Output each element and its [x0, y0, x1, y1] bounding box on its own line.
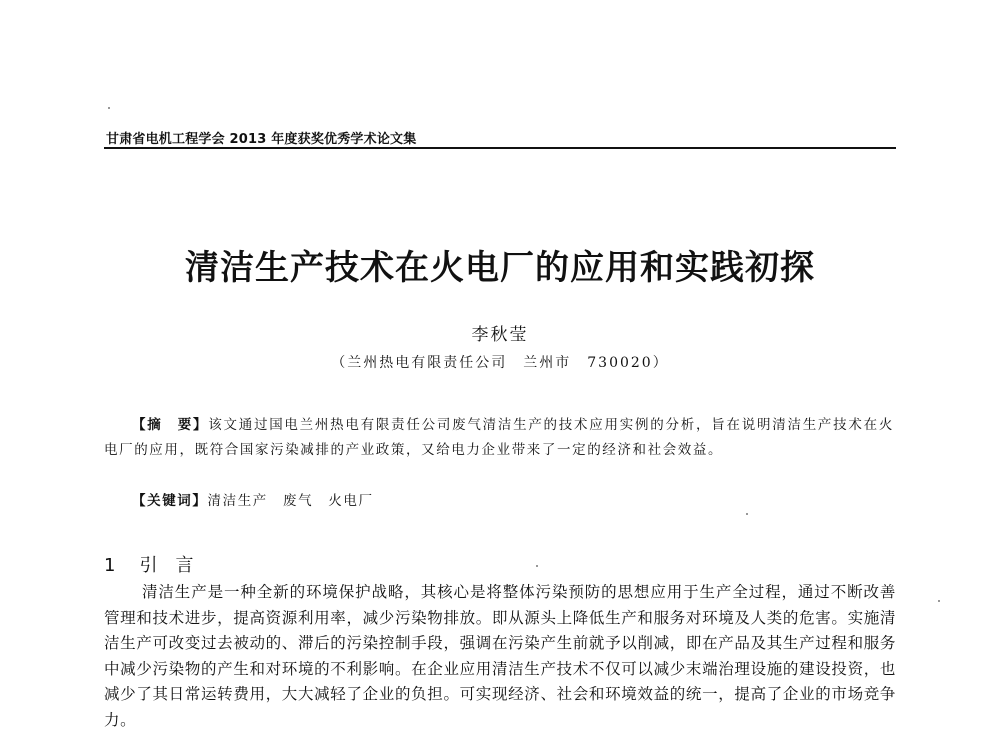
scan-speck — [938, 600, 940, 602]
section-title: 引言 — [139, 555, 212, 576]
scan-speck — [746, 513, 748, 515]
author-affiliation: （兰州热电有限责任公司 兰州市 730020） — [331, 355, 669, 371]
section-body: 清洁生产是一种全新的环境保护战略，其核心是将整体污染预防的思想应用于生产全过程，通过不断改善管理和技术进步，提高资源利用率，减少污染物排放。即从源头上降低生产和服务对环境及人类的危害。实施清洁生产可改变过去被动的、滞后的污染控制手段，强调在污染产生前就予以削减，即在产品及其生产过程和服务中减少污染物的产生和对环境的不利影响。在企业应用清洁生产技术不仅可以减少末端治理设施的建设投资，也减少了其日常运转费用，大大减轻了企业的负担。可实现经济、社会和环境效益的统一，提高了企业的市场竞争力。 — [104, 583, 896, 729]
abstract — [104, 413, 894, 463]
author-name: 李秋莹 — [471, 325, 529, 345]
keywords-tag: 【关键词】 — [132, 493, 208, 509]
scan-speck — [108, 107, 110, 109]
keywords — [132, 489, 892, 514]
keywords-text: 清洁生产 废气 火电厂 — [207, 493, 374, 509]
journal-header: 甘肃省电机工程学会 2013 年度获奖优秀学术论文集 — [106, 132, 417, 147]
abstract-tag: 【摘 要】 — [132, 417, 209, 433]
abstract-text: 该文通过国电兰州热电有限责任公司废气清洁生产的技术应用实例的分析，旨在说明清洁生产技术在火电厂的应用，既符合国家污染减排的产业政策，又给电力企业带来了一定的经济和社会效益。 — [104, 417, 895, 458]
header-rule — [104, 147, 896, 149]
scan-speck — [536, 565, 538, 567]
section-number: 1 — [104, 555, 118, 576]
section-heading — [104, 551, 211, 577]
paper-title: 清洁生产技术在火电厂的应用和实践初探 — [185, 248, 815, 288]
